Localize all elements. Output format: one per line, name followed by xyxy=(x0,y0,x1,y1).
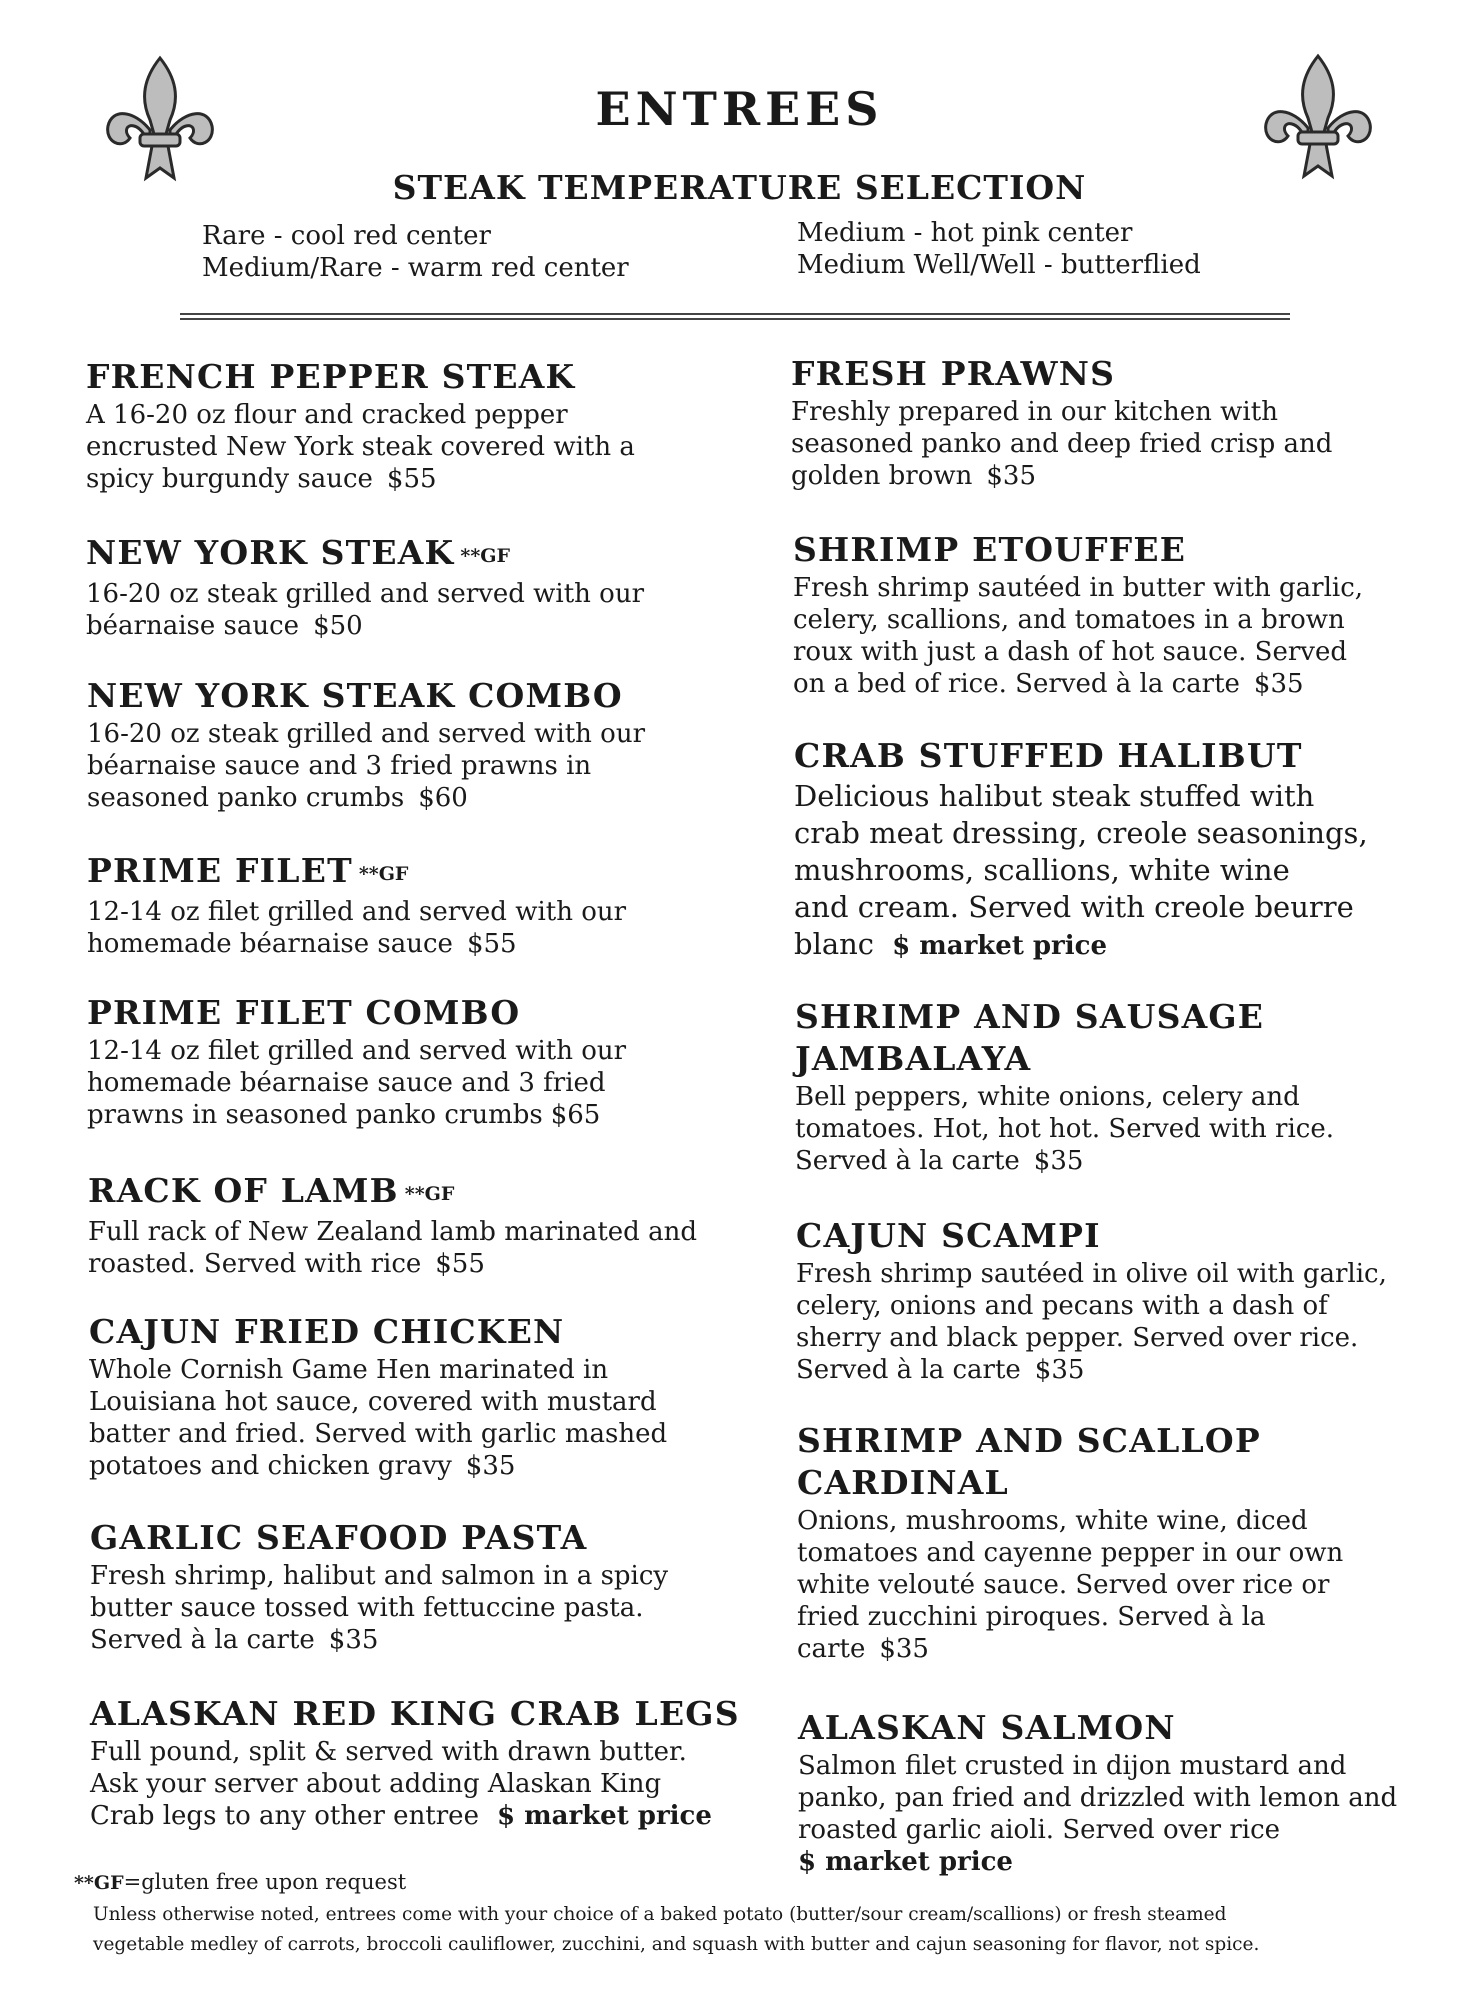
menu-item-new-york-steak xyxy=(86,532,644,642)
item-price: $35 xyxy=(1253,669,1304,699)
item-description: Whole Cornish Game Hen marinated in Louisiana hot sauce, covered with mustard batter and fried. Served with garlic mashed potatoes and chicken gravy $35 xyxy=(89,1355,668,1481)
item-name: SHRIMP AND SAUSAGE JAMBALAYA xyxy=(795,997,1265,1078)
item-name: CAJUN FRIED CHICKEN xyxy=(89,1312,565,1351)
item-price: $35 xyxy=(1033,1146,1084,1176)
gluten-free-marker: **GF xyxy=(74,1872,124,1894)
menu-item-alaskan-salmon xyxy=(798,1707,1397,1878)
item-description: Onions, mushrooms, white wine, diced tomatoes and cayenne pepper in our own white velouté sauce. Served over rice or fried zucchini piroques. Served à la carte $35 xyxy=(797,1506,1344,1664)
item-name: NEW YORK STEAK COMBO xyxy=(87,676,623,715)
menu-item-rack-of-lamb xyxy=(88,1170,697,1280)
menu-item-shrimp-and-sausage-jambalaya xyxy=(795,996,1334,1177)
item-name: PRIME FILET COMBO xyxy=(87,993,521,1032)
item-description: Fresh shrimp, halibut and salmon in a spicy butter sauce tossed with fettuccine pasta. Served à la carte $35 xyxy=(90,1561,669,1655)
item-price: $50 xyxy=(313,611,363,641)
item-description: 16-20 oz steak grilled and served with our béarnaise sauce $50 xyxy=(86,579,644,641)
menu-item-cajun-scampi xyxy=(796,1215,1387,1386)
item-description: A 16-20 oz flour and cracked pepper encrusted New York steak covered with a spicy burgundy sauce $55 xyxy=(86,400,635,494)
item-price: $35 xyxy=(328,1625,379,1655)
temperature-medium: Medium - hot pink center xyxy=(797,218,1133,248)
item-description: 12-14 oz filet grilled and served with our homemade béarnaise sauce $55 xyxy=(87,897,627,959)
item-price: $35 xyxy=(465,1451,516,1481)
item-description: Full pound, split & served with drawn butter. Ask your server about adding Alaskan King Crab legs to any other entree $ market price xyxy=(90,1737,712,1831)
menu-item-garlic-seafood-pasta xyxy=(90,1517,668,1656)
item-price: $ market price xyxy=(496,1801,712,1831)
sides-note: Unless otherwise noted, entrees come with your choice of a baked potato (butter/sour cream/scallions) or fresh steamed vegetable medley of carrots, broccoli cauliflower, zucchini, and squash with butter and cajun seasoning for flavor, not spice. xyxy=(93,1904,1260,1955)
item-description: Salmon filet crusted in dijon mustard and panko, pan fried and drizzled with lemon and roasted garlic aioli. Served over rice $ market price xyxy=(798,1751,1398,1877)
item-price: $65 xyxy=(550,1100,601,1130)
item-description: 12-14 oz filet grilled and served with our homemade béarnaise sauce and 3 fried prawns in seasoned panko crumbs $65 xyxy=(87,1036,627,1130)
menu-item-fresh-prawns xyxy=(791,353,1332,492)
item-name: CRAB STUFFED HALIBUT xyxy=(794,736,1303,775)
header-divider xyxy=(180,313,1290,320)
item-name: RACK OF LAMB xyxy=(88,1171,399,1210)
temperature-medium-rare: Medium/Rare - warm red center xyxy=(202,253,629,283)
menu-item-shrimp-and-scallop-cardinal xyxy=(797,1420,1343,1665)
item-description: Full rack of New Zealand lamb marinated and roasted. Served with rice $55 xyxy=(88,1217,697,1279)
item-description: Delicious halibut steak stuffed with crab meat dressing, creole seasonings, mushrooms, scallions, white wine and cream. Served with creole beurre blanc $ market price xyxy=(794,779,1368,961)
item-name: ALASKAN RED KING CRAB LEGS xyxy=(90,1694,740,1733)
item-description: Fresh shrimp sautéed in olive oil with garlic, celery, onions and pecans with a dash of sherry and black pepper. Served over rice. Served à la carte $35 xyxy=(796,1259,1387,1385)
item-price: $35 xyxy=(879,1634,929,1664)
gluten-free-footnote: **GF=gluten free upon request xyxy=(74,1870,407,1894)
item-description: Bell peppers, white onions, celery and tomatoes. Hot, hot hot. Served with rice. Served à la carte $35 xyxy=(795,1082,1335,1176)
item-name: PRIME FILET xyxy=(87,851,353,890)
menu-item-alaskan-red-king-crab-legs xyxy=(90,1693,740,1832)
item-description: 16-20 oz steak grilled and served with our béarnaise sauce and 3 fried prawns in seasoned panko crumbs $60 xyxy=(87,719,645,813)
gluten-free-marker: **GF xyxy=(460,545,510,567)
temperature-medium-well: Medium Well/Well - butterflied xyxy=(797,250,1201,280)
menu-item-prime-filet xyxy=(87,850,626,960)
item-price: $ market price xyxy=(798,1847,1013,1877)
menu-item-french-pepper-steak xyxy=(86,356,635,495)
item-name: SHRIMP ETOUFFEE xyxy=(793,530,1187,569)
item-name: CAJUN SCAMPI xyxy=(796,1216,1101,1255)
temperatures-left xyxy=(202,220,629,284)
item-name: FRENCH PEPPER STEAK xyxy=(86,357,576,396)
menu-item-crab-stuffed-halibut xyxy=(794,735,1368,965)
temperature-rare: Rare - cool red center xyxy=(202,221,491,251)
item-price: $ market price xyxy=(892,931,1108,961)
item-description: Freshly prepared in our kitchen with seasoned panko and deep fried crisp and golden brown $35 xyxy=(791,397,1333,491)
item-description: Fresh shrimp sautéed in butter with garlic, celery, scallions, and tomatoes in a brown roux with just a dash of hot sauce. Served on a bed of rice. Served à la carte $35 xyxy=(793,573,1364,699)
item-name: SHRIMP AND SCALLOP CARDINAL xyxy=(797,1421,1261,1502)
gluten-free-marker: **GF xyxy=(404,1183,455,1205)
menu-item-new-york-steak-combo xyxy=(87,675,645,814)
menu-item-cajun-fried-chicken xyxy=(89,1311,667,1482)
item-price: $55 xyxy=(435,1249,485,1279)
temperatures-right xyxy=(797,217,1201,281)
item-name: GARLIC SEAFOOD PASTA xyxy=(90,1518,588,1557)
item-name: ALASKAN SALMON xyxy=(798,1708,1176,1747)
item-name: FRESH PRAWNS xyxy=(791,354,1116,393)
item-price: $55 xyxy=(466,929,517,959)
item-price: $60 xyxy=(418,783,468,813)
item-price: $35 xyxy=(1034,1355,1085,1385)
item-price: $35 xyxy=(986,461,1037,491)
menu-item-shrimp-etouffee xyxy=(793,529,1363,700)
menu-item-prime-filet-combo xyxy=(87,992,626,1131)
item-price: $55 xyxy=(386,464,437,494)
steak-temperature-heading: STEAK TEMPERATURE SELECTION xyxy=(392,168,1087,207)
item-name: NEW YORK STEAK xyxy=(86,533,455,572)
page-title: ENTREES xyxy=(595,82,884,136)
gluten-free-marker: **GF xyxy=(358,863,409,885)
